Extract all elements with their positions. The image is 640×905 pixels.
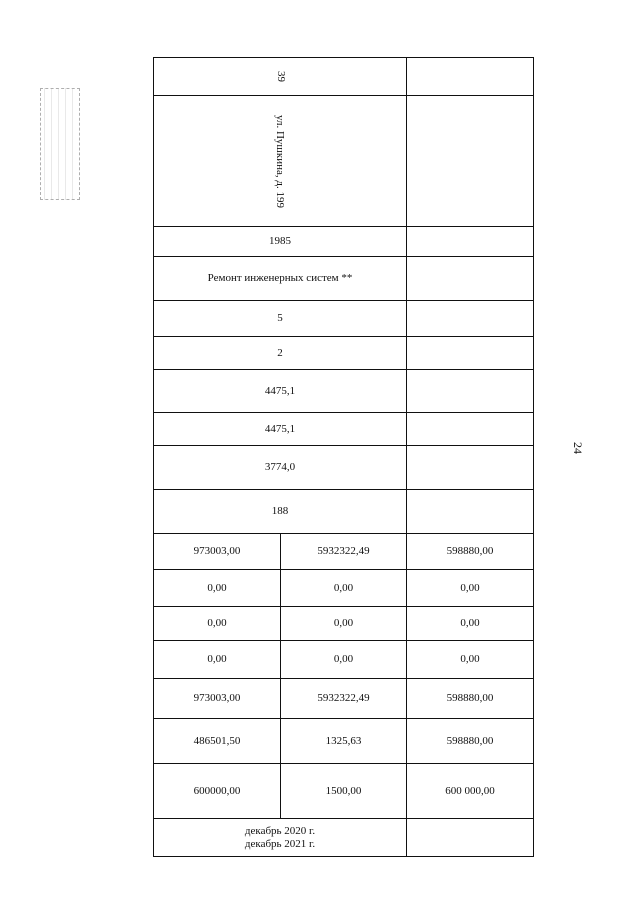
cost-row bbox=[154, 607, 534, 641]
cost-cell: 0,00 bbox=[281, 607, 407, 641]
cost-cell: 973003,00 bbox=[154, 679, 281, 719]
cost-cell: 0,00 bbox=[407, 607, 534, 641]
address: ул. Пушкина, д. 199 bbox=[274, 114, 287, 208]
cost-cell: 598880,00 bbox=[407, 534, 534, 570]
cost-cell: 598880,00 bbox=[407, 719, 534, 764]
living-area-cell: 3774,0 bbox=[154, 446, 407, 490]
cost-row bbox=[154, 679, 534, 719]
empty-cell bbox=[407, 227, 534, 257]
deadline-start: декабрь 2020 г. bbox=[244, 824, 316, 837]
empty-cell bbox=[407, 370, 534, 413]
row-number-cell bbox=[154, 58, 407, 96]
entrances-cell: 2 bbox=[154, 337, 407, 370]
empty-cell bbox=[407, 819, 534, 857]
cost-cell: 0,00 bbox=[281, 570, 407, 607]
cost-cell: 973003,00 bbox=[154, 534, 281, 570]
row-number: 39 bbox=[274, 71, 287, 82]
empty-cell bbox=[407, 337, 534, 370]
address-cell bbox=[154, 96, 407, 227]
cost-cell: 0,00 bbox=[281, 641, 407, 679]
empty-cell bbox=[407, 301, 534, 337]
cost-cell: 0,00 bbox=[154, 570, 281, 607]
cost-row bbox=[154, 534, 534, 570]
building-record-table bbox=[153, 57, 534, 857]
cost-cell: 0,00 bbox=[154, 641, 281, 679]
year-cell: 1985 bbox=[154, 227, 407, 257]
cost-cell: 1325,63 bbox=[281, 719, 407, 764]
cost-cell: 486501,50 bbox=[154, 719, 281, 764]
cost-cell: 0,00 bbox=[407, 570, 534, 607]
work-type-cell: Ремонт инженерных систем ** bbox=[154, 257, 407, 301]
empty-cell bbox=[407, 490, 534, 534]
empty-cell bbox=[407, 446, 534, 490]
cost-row bbox=[154, 719, 534, 764]
cost-row bbox=[154, 764, 534, 819]
cost-cell: 1500,00 bbox=[281, 764, 407, 819]
area-cell: 4475,1 bbox=[154, 413, 407, 446]
deadline-cell bbox=[154, 819, 407, 857]
empty-cell bbox=[407, 58, 534, 96]
empty-cell bbox=[407, 96, 534, 227]
empty-cell bbox=[407, 257, 534, 301]
cost-cell: 0,00 bbox=[407, 641, 534, 679]
cost-row bbox=[154, 641, 534, 679]
cost-cell: 5932322,49 bbox=[281, 534, 407, 570]
residents-cell: 188 bbox=[154, 490, 407, 534]
cost-cell: 0,00 bbox=[154, 607, 281, 641]
cost-cell: 5932322,49 bbox=[281, 679, 407, 719]
empty-cell bbox=[407, 413, 534, 446]
cost-cell: 600000,00 bbox=[154, 764, 281, 819]
page-number: 24 bbox=[571, 442, 585, 454]
cost-cell: 600 000,00 bbox=[407, 764, 534, 819]
archive-stamp bbox=[40, 88, 80, 200]
cost-cell: 598880,00 bbox=[407, 679, 534, 719]
floors-cell: 5 bbox=[154, 301, 407, 337]
total-area-cell: 4475,1 bbox=[154, 370, 407, 413]
cost-row bbox=[154, 570, 534, 607]
deadline-end: декабрь 2021 г. bbox=[244, 837, 316, 850]
